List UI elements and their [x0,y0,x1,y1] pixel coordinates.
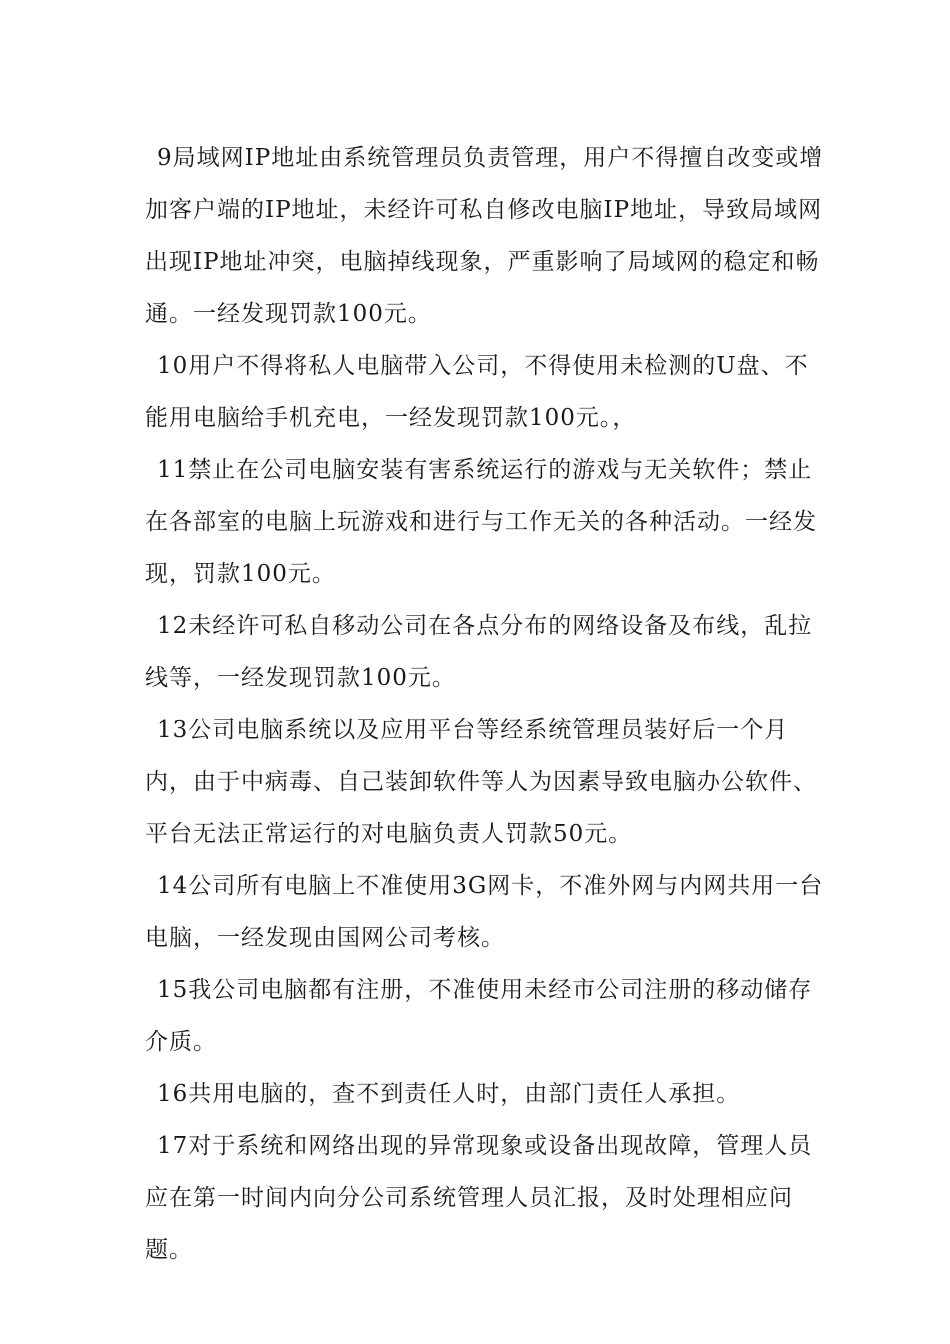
document-body [145,132,825,1276]
rule-paragraph-10: 10用户不得将私人电脑带入公司，不得使用未检测的U盘、不能用电脑给手机充电，一经发现罚款100元。， [145,353,809,431]
rule-paragraph-17: 17对于系统和网络出现的异常现象或设备出现故障，管理人员应在第一时间内向分公司系统管理人员汇报，及时处理相应问题。 [145,1133,813,1263]
rule-paragraph-14: 14公司所有电脑上不准使用3G网卡，不准外网与内网共用一台电脑，一经发现由国网公司考核。 [145,873,824,951]
rule-paragraph-9: 9局域网IP地址由系统管理员负责管理，用户不得擅自改变或增加客户端的IP地址，未经许可私自修改电脑IP地址，导致局域网出现IP地址冲突，电脑掉线现象，严重影响了局域网的稳定和畅通。一经发现罚款100元。 [145,145,824,327]
rule-paragraph-13: 13公司电脑系统以及应用平台等经系统管理员装好后一个月内，由于中病毒、自己装卸软件等人为因素导致电脑办公软件、平台无法正常运行的对电脑负责人罚款50元。 [145,717,817,847]
rule-paragraph-15: 15我公司电脑都有注册，不准使用未经市公司注册的移动储存介质。 [145,977,813,1055]
rule-paragraph-16: 16共用电脑的，查不到责任人时，由部门责任人承担。 [157,1081,741,1107]
rule-paragraph-11: 11禁止在公司电脑安装有害系统运行的游戏与无关软件；禁止在各部室的电脑上玩游戏和进行与工作无关的各种活动。一经发现，罚款100元。 [145,457,817,587]
rule-paragraph-12: 12未经许可私自移动公司在各点分布的网络设备及布线，乱拉线等，一经发现罚款100元。 [145,613,813,691]
